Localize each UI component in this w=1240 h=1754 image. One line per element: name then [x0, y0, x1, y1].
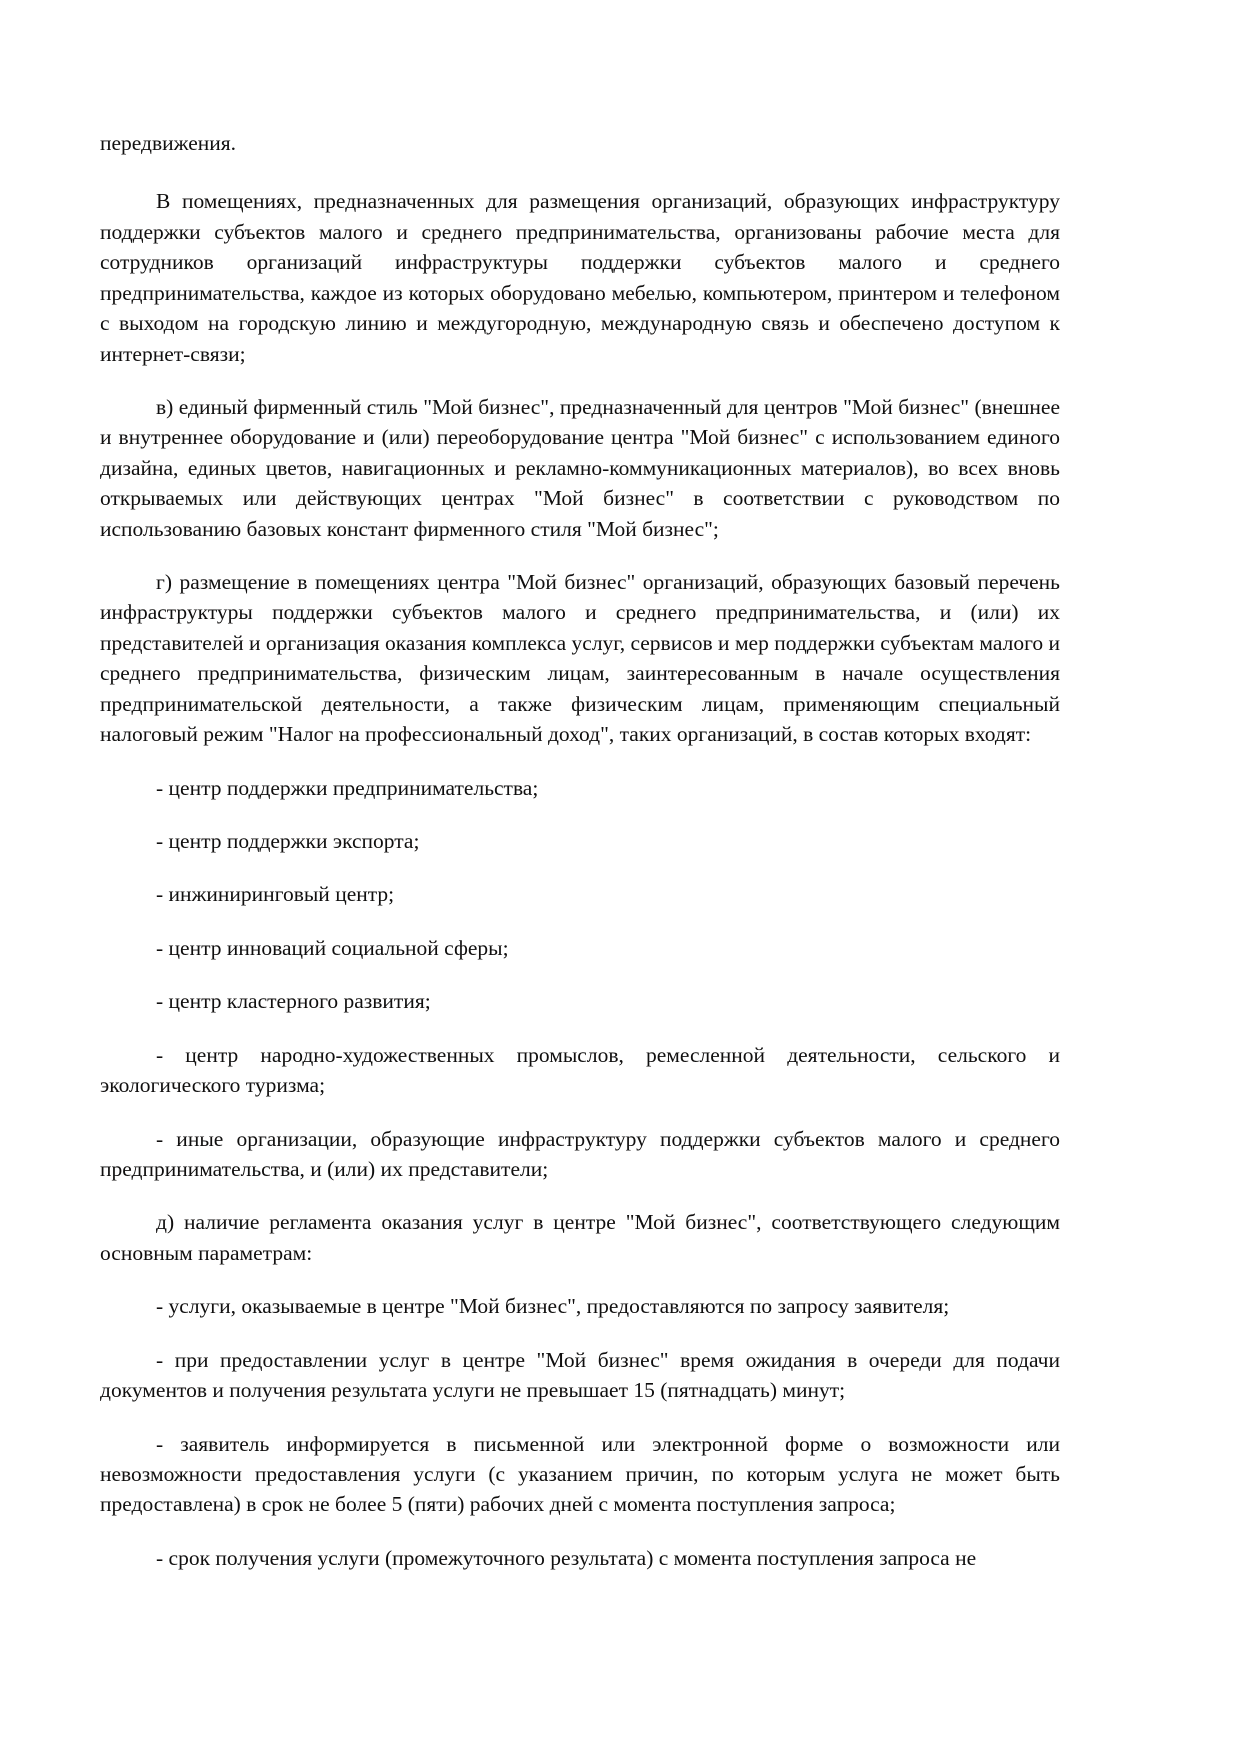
paragraph-p-premises: В помещениях, предназначенных для размещения организаций, образующих инфраструктуру поддержки субъектов малого и среднего предпринимательства, организованы рабочие места для сотрудников организаций инфраструктуры поддержки субъектов малого и среднего предпринимательства, каждое из которых оборудовано мебелью, компьютером, принтером и телефоном с выходом на городскую линию и междугородную, международную связь и обеспечено доступом к интернет-связи; — [100, 189, 1060, 366]
paragraph-p-bullet-5: - центр кластерного развития; — [156, 989, 431, 1014]
paragraph-p-param-4: - срок получения услуги (промежуточного результата) с момента поступления запроса не — [156, 1545, 977, 1570]
paragraph-p-bullet-7: - иные организации, образующие инфраструктуру поддержки субъектов малого и среднего предпринимательства, и (или) их представители; — [100, 1126, 1060, 1181]
paragraph-p-param-3: - заявитель информируется в письменной или электронной форме о возможности или невозможности предоставления услуги (с указанием причин, по которым услуга не может быть предоставлена) в срок не более 5 (пяти) рабочих дней с момента поступления запроса; — [100, 1431, 1060, 1517]
paragraph-p-item-d: д) наличие регламента оказания услуг в центре "Мой бизнес", соответствующего следующим основным параметрам: — [100, 1210, 1060, 1265]
paragraph-p-bullet-3: - инжиниринговый центр; — [156, 882, 395, 907]
document-text-body — [100, 128, 1060, 1573]
paragraph-p-continuation: передвижения. — [100, 131, 237, 155]
paragraph-p-bullet-6: - центр народно-художественных промыслов, ремесленной деятельности, сельского и экологического туризма; — [100, 1042, 1060, 1098]
paragraph-p-bullet-1: - центр поддержки предпринимательства; — [156, 775, 539, 800]
paragraph-p-param-1: - услуги, оказываемые в центре "Мой бизнес", предоставляются по запросу заявителя; — [156, 1294, 950, 1319]
paragraph-p-item-v: в) единый фирменный стиль "Мой бизнес", предназначенный для центров "Мой бизнес" (внешнее и внутреннее оборудование и (или) переоборудование центра "Мой бизнес" с использованием единого дизайна, единых цветов, навигационных и рекламно-коммуникационных материалов), во всех вновь открываемых или действующих центрах "Мой бизнес" в соответствии с руководством по использованию базовых констант фирменного стиля "Мой бизнес"; — [100, 394, 1060, 541]
paragraph-p-item-g: г) размещение в помещениях центра "Мой бизнес" организаций, образующих базовый перечень инфраструктуры поддержки субъектов малого и среднего предпринимательства, и (или) их представителей и организация оказания комплекса услуг, сервисов и мер поддержки субъектам малого и среднего предпринимательства, физическим лицам, заинтересованным в начале осуществления предпринимательской деятельности, а также физическим лицам, применяющим специальный налоговый режим "Налог на профессиональный доход", таких организаций, в состав которых входят: — [100, 570, 1060, 747]
paragraph-p-bullet-4: - центр инноваций социальной сферы; — [156, 935, 509, 960]
paragraph-p-param-2: - при предоставлении услуг в центре "Мой бизнес" время ожидания в очереди для подачи документов и получения результата услуги не превышает 15 (пятнадцать) минут; — [100, 1347, 1060, 1403]
paragraph-p-bullet-2: - центр поддержки экспорта; — [156, 829, 420, 854]
